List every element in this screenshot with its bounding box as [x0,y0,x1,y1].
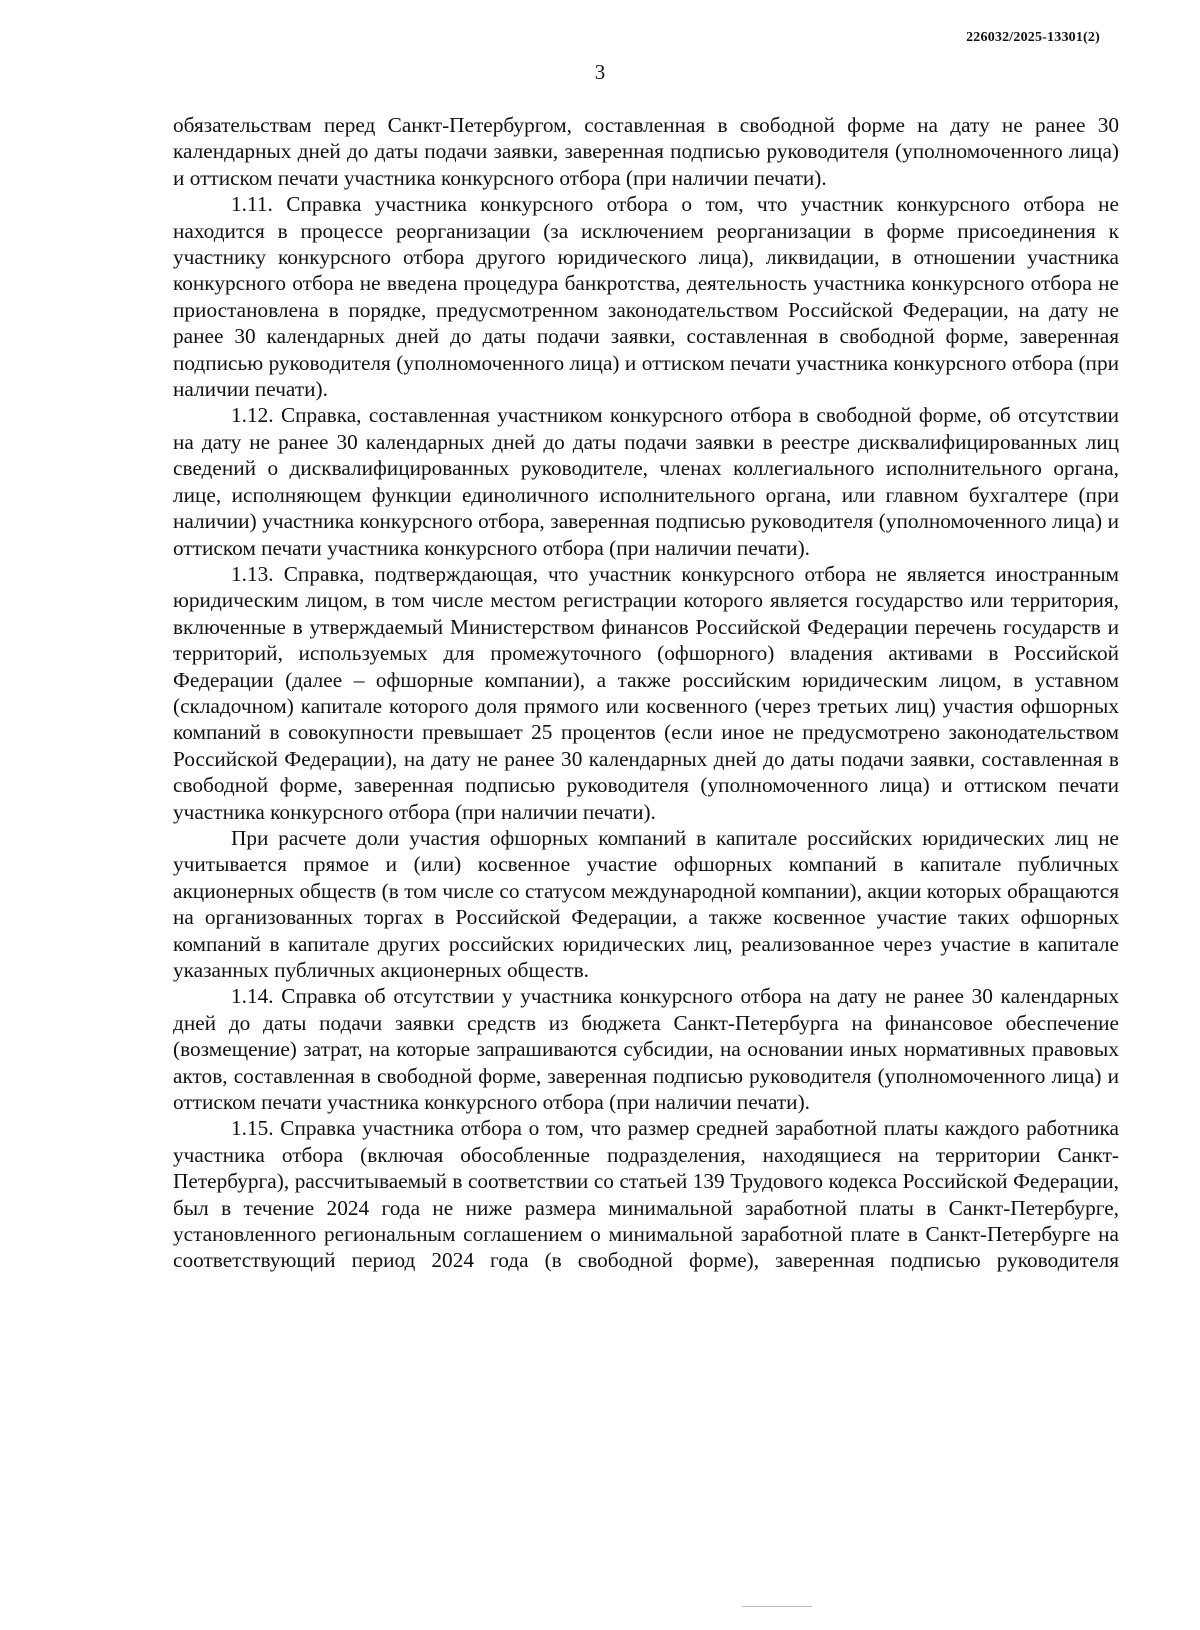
paragraph-1-11: 1.11. Справка участника конкурсного отбора о том, что участник конкурсного отбора не находится в процессе реорганизации (за исключением реорганизации в форме присоединения к участнику конкурсного отбора другого юридического лица), ликвидации, в отношении участника конкурсного отбора не введена процедура банкротства, деятельность участника конкурсного отбора не приостановлена в порядке, предусмотренном законодательством Российской Федерации, на дату не ранее 30 календарных дней до даты подачи заявки, составленная в свободной форме, заверенная подписью руководителя (уполномоченного лица) и оттиском печати участника конкурсного отбора (при наличии печати). [173,192,1119,402]
paragraph-1-14: 1.14. Справка об отсутствии у участника конкурсного отбора на дату не ранее 30 календарных дней до даты подачи заявки средств из бюджета Санкт-Петербурга на финансовое обеспечение (возмещение) затрат, на которые запрашиваются субсидии, на основании иных нормативных правовых актов, составленная в свободной форме, заверенная подписью руководителя (уполномоченного лица) и оттиском печати участника конкурсного отбора (при наличии печати). [173,984,1119,1115]
page-number: 3 [594,60,606,84]
paragraph-continuation: обязательствам перед Санкт-Петербургом, составленная в свободной форме на дату не ранее 30 календарных дней до даты подачи заявки, заверенная подписью руководителя (уполномоченного лица) и оттиском печати участника конкурсного отбора (при наличии печати). [173,113,1119,190]
paragraph-1-13: 1.13. Справка, подтверждающая, что участник конкурсного отбора не является иностранным юридическим лицом, в том числе местом регистрации которого является государство или территория, включенные в утверждаемый Министерством финансов Российской Федерации перечень государств и территорий, используемых для промежуточного (офшорного) владения активами в Российской Федерации (далее – офшорные компании), а также российским юридическим лицом, в уставном (складочном) капитале которого доля прямого или косвенного (через третьих лиц) участия офшорных компаний в совокупности превышает 25 процентов (если иное не предусмотрено законодательством Российской Федерации), на дату не ранее 30 календарных дней до даты подачи заявки, составленная в свободной форме, заверенная подписью руководителя (уполномоченного лица) и оттиском печати участника конкурсного отбора (при наличии печати). [173,561,1119,824]
paragraph-1-12: 1.12. Справка, составленная участником конкурсного отбора в свободной форме, об отсутствии на дату не ранее 30 календарных дней до даты подачи заявки в реестре дисквалифицированных лиц сведений о дисквалифицированных руководителе, членах коллегиального исполнительного органа, лице, исполняющем функции единоличного исполнительного органа, или главном бухгалтере (при наличии) участника конкурсного отбора, заверенная подписью руководителя (уполномоченного лица) и оттиском печати участника конкурсного отбора (при наличии печати). [173,403,1119,560]
document-registration-number: 226032/2025-13301(2) [966,30,1100,45]
paragraph-1-15: 1.15. Справка участника отбора о том, что размер средней заработной платы каждого работника участника отбора (включая обособленные подразделения, находящиеся на территории Санкт-Петербурга), рассчитываемый в соответствии со статьей 139 Трудового кодекса Российской Федерации, был в течение 2024 года не ниже размера минимальной заработной платы в Санкт-Петербурге, установленного региональным соглашением о минимальной заработной плате в Санкт-Петербурге на соответствующий период 2024 года (в свободной форме), заверенная подписью руководителя [173,1116,1119,1273]
document-body [173,112,1119,1274]
paragraph-offshore-calculation: При расчете доли участия офшорных компаний в капитале российских юридических лиц не учитывается прямое и (или) косвенное участие офшорных компаний в капитале публичных акционерных обществ (в том числе со статусом международной компании), акции которых обращаются на организованных торгах в Российской Федерации, а также косвенное участие таких офшорных компаний в капитале других российских юридических лиц, реализованное через участие в капитале указанных публичных акционерных обществ. [173,825,1119,982]
scan-artifact-line [742,1606,812,1607]
